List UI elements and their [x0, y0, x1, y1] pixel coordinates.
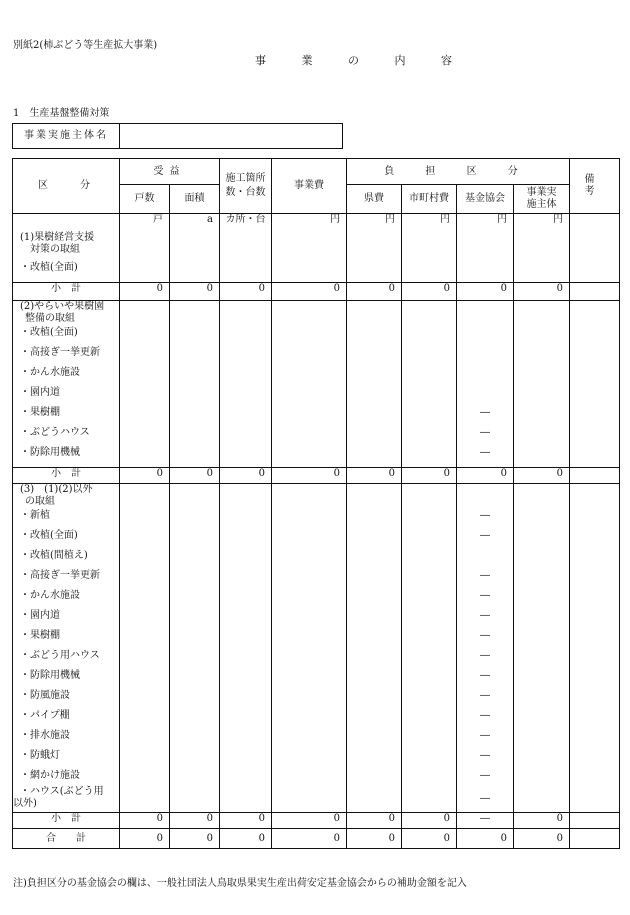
not-applicable-dash: ― [480, 670, 490, 681]
sec2-subtotal-sites: 0 [220, 468, 272, 484]
unit-pref: 円 [347, 214, 402, 283]
total-pref: 0 [347, 829, 402, 849]
not-applicable-dash: ― [480, 590, 490, 601]
sec2-subtotal-cost: 0 [272, 468, 347, 484]
section2-subtotal-row [13, 468, 620, 484]
sec3-subtotal-area: 0 [170, 813, 220, 829]
section2-item: ・ぶどうハウス [20, 427, 90, 438]
header-fund: 基金協会 [457, 185, 514, 214]
sec3-subtotal-fund: ― [457, 813, 514, 829]
not-applicable-dash: ― [480, 770, 490, 781]
sec3-subtotal-cost: 0 [272, 813, 347, 829]
section3-block [13, 484, 620, 813]
section1-label-cell [13, 214, 120, 283]
header-sites [220, 159, 272, 214]
sec2-subtotal-muni: 0 [402, 468, 457, 484]
section1-subtotal-row [13, 283, 620, 301]
section3-title: (3) (1)(2)以外 [20, 484, 93, 495]
document-title: 事 業 の 内 容 [255, 54, 468, 67]
sec3-subtotal-self: 0 [514, 813, 570, 829]
total-households: 0 [120, 829, 170, 849]
section2-fund-column [457, 301, 514, 468]
sec2-subtotal-fund: 0 [457, 468, 514, 484]
section3-item: ・ぶどう用ハウス [20, 650, 100, 661]
section1-title-cont: 対策の取組 [30, 244, 80, 255]
subtotal-label: 小 計 [13, 468, 120, 484]
unit-cost: 円 [272, 214, 347, 283]
entity-label: 事業実施主体名 [13, 124, 120, 149]
sec2-subtotal-households: 0 [120, 468, 170, 484]
not-applicable-dash: ― [480, 570, 490, 581]
total-self: 0 [514, 829, 570, 849]
total-muni: 0 [402, 829, 457, 849]
section3-item: ・改植(間植え) [20, 550, 88, 561]
section2-item: ・防除用機械 [20, 447, 80, 458]
unit-self: 円 [514, 214, 570, 283]
unit-households: 戸 [120, 214, 170, 283]
header-burden: 負 担 区 分 [347, 159, 570, 185]
section3-item: ・果樹棚 [20, 630, 60, 641]
total-area: 0 [170, 829, 220, 849]
header-jueki: 受益 [120, 159, 220, 185]
not-applicable-dash: ― [480, 710, 490, 721]
sec2-subtotal-area: 0 [170, 468, 220, 484]
section3-item: ・防除用機械 [20, 670, 80, 681]
not-applicable-dash: ― [480, 690, 490, 701]
sec3-subtotal-muni: 0 [402, 813, 457, 829]
not-applicable-dash: ― [480, 427, 490, 438]
grand-total-row [13, 829, 620, 849]
grand-total-label: 合 計 [13, 829, 120, 849]
section1-title: (1)果樹経営支援 [20, 232, 95, 243]
section3-item: ・改植(全面) [20, 530, 78, 541]
header-area: 面積 [170, 185, 220, 214]
section2-label-cell [13, 301, 120, 468]
section1-block [13, 214, 620, 283]
sec1-subtotal-muni: 0 [402, 283, 457, 301]
not-applicable-dash: ― [480, 610, 490, 621]
sec1-subtotal-cost: 0 [272, 283, 347, 301]
total-fund: 0 [457, 829, 514, 849]
total-cost: 0 [272, 829, 347, 849]
section2-item: ・果樹棚 [20, 407, 60, 418]
sec3-subtotal-pref: 0 [347, 813, 402, 829]
header-self-label: 事業実施主体 [526, 187, 557, 210]
section-heading: 1 生産基盤整備対策 [13, 108, 110, 119]
sec1-subtotal-households: 0 [120, 283, 170, 301]
unit-muni: 円 [402, 214, 457, 283]
project-table [12, 158, 625, 849]
section2-title: (2)やらいや果樹園 [20, 301, 105, 312]
not-applicable-dash: ― [480, 530, 490, 541]
sec3-subtotal-sites: 0 [220, 813, 272, 829]
section3-item: ・防蛾灯 [20, 750, 60, 761]
not-applicable-dash: ― [480, 750, 490, 761]
not-applicable-dash: ― [480, 510, 490, 521]
unit-fund: 円 [457, 214, 514, 283]
unit-area: a [170, 214, 220, 283]
footnote: 注)負担区分の基金協会の欄は、一般社団法人鳥取県果実生産出荷安定基金協会からの補助金額を記入 [13, 878, 467, 889]
section2-item: ・改植(全面) [20, 327, 78, 338]
not-applicable-dash: ― [480, 730, 490, 741]
sec1-subtotal-sites: 0 [220, 283, 272, 301]
section3-fund-column [457, 484, 514, 813]
not-applicable-dash: ― [480, 447, 490, 458]
header-households: 戸数 [120, 185, 170, 214]
section3-label-cell [13, 484, 120, 813]
total-sites: 0 [220, 829, 272, 849]
not-applicable-dash: ― [480, 407, 490, 418]
subtotal-label: 小 計 [13, 813, 120, 829]
header-cost: 事業費 [272, 159, 347, 214]
section3-item: ・パイプ棚 [20, 710, 70, 721]
sec1-subtotal-pref: 0 [347, 283, 402, 301]
section3-title-cont: の取組 [25, 496, 55, 507]
section3-item-cont: 以外) [13, 798, 37, 809]
sec1-subtotal-area: 0 [170, 283, 220, 301]
section3-item: ・網かけ施設 [20, 770, 80, 781]
header-self [514, 185, 570, 214]
not-applicable-dash: ― [480, 630, 490, 641]
subtotal-label: 小 計 [13, 283, 120, 301]
section1-item: ・改植(全面) [20, 262, 78, 273]
section3-item: ・かん水施設 [20, 590, 80, 601]
sec1-subtotal-self: 0 [514, 283, 570, 301]
section3-item: ・防風施設 [20, 690, 70, 701]
sec2-subtotal-self: 0 [514, 468, 570, 484]
section3-item: ・高接ぎ一挙更新 [20, 570, 100, 581]
header-sites-label: 施工箇所数・台数 [225, 173, 266, 198]
sec2-subtotal-pref: 0 [347, 468, 402, 484]
section3-item: ・ハウス(ぶどう用 [20, 786, 104, 797]
header-notes: 備 考 [570, 159, 620, 214]
not-applicable-dash: ― [480, 650, 490, 661]
attachment-label: 別紙2(柿ぶどう等生産拡大事業) [13, 40, 158, 51]
entity-table [12, 123, 343, 149]
header-muni: 市町村費 [402, 185, 457, 214]
header-pref: 県費 [347, 185, 402, 214]
header-kubun: 区 分 [13, 159, 120, 214]
entity-value-cell [120, 124, 343, 149]
section2-item: ・園内道 [20, 387, 60, 398]
unit-sites: カ所・台 [220, 214, 272, 283]
not-applicable-dash: ― [480, 793, 490, 804]
section3-item: ・園内道 [20, 610, 60, 621]
section2-item: ・高接ぎ一挙更新 [20, 347, 100, 358]
section3-item: ・新植 [20, 510, 50, 521]
sec1-subtotal-fund: 0 [457, 283, 514, 301]
section2-title-cont: 整備の取組 [25, 313, 75, 324]
section2-block [13, 301, 620, 468]
section2-item: ・かん水施設 [20, 367, 80, 378]
section3-item: ・排水施設 [20, 730, 70, 741]
sec3-subtotal-households: 0 [120, 813, 170, 829]
section3-subtotal-row [13, 813, 620, 829]
